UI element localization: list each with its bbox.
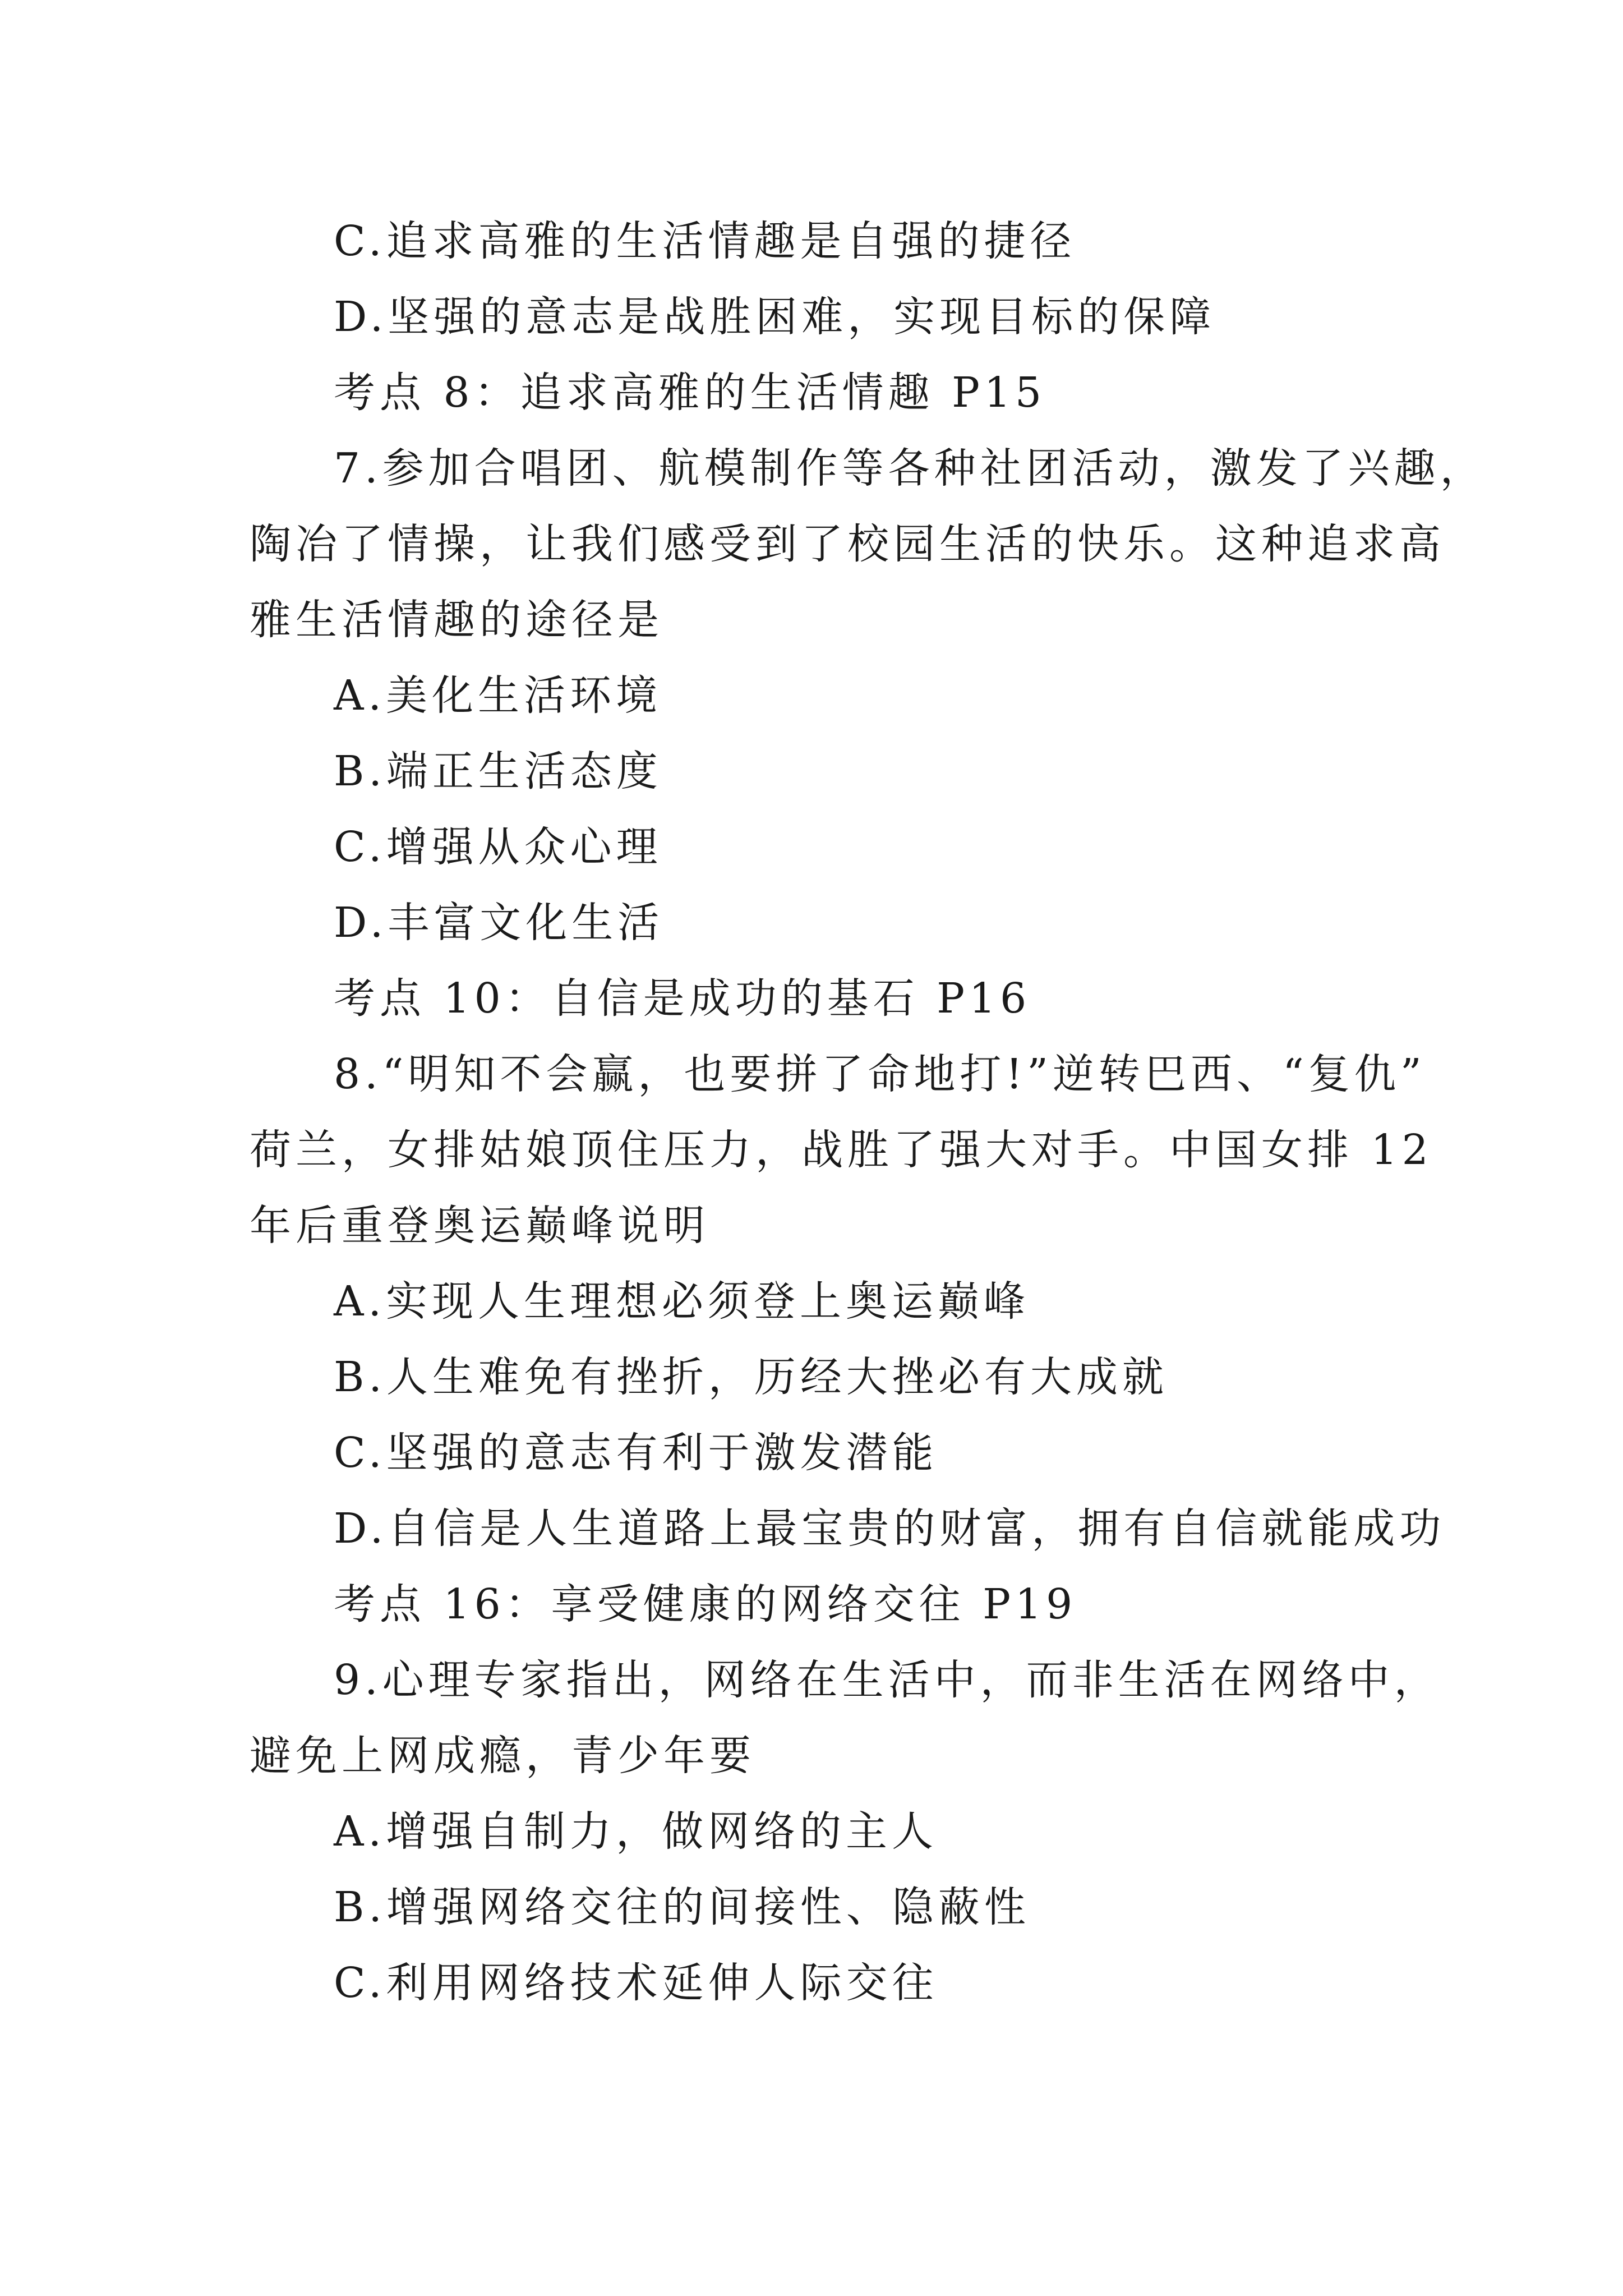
option-b-q7: B.端正生活态度 <box>334 747 662 795</box>
question-8-line-1: 8.“明知不会赢，也要拼了命地打!”逆转巴西、“复仇” <box>334 1050 1426 1098</box>
option-c-q9: C.利用网络技术延伸人际交往 <box>334 1959 938 2007</box>
question-9-line-2: 避免上网成瘾，青少年要 <box>250 1732 755 1780</box>
topic-heading-10: 考点 10：自信是成功的基石 P16 <box>334 974 1031 1023</box>
option-a-q9: A.增强自制力，做网络的主人 <box>334 1807 938 1856</box>
option-a-q8: A.实现人生理想必须登上奥运巅峰 <box>334 1277 1030 1326</box>
question-7-line-2: 陶冶了情操，让我们感受到了校园生活的快乐。这种追求高 <box>250 520 1445 568</box>
question-8-line-2: 荷兰，女排姑娘顶住压力，战胜了强大对手。中国女排 12 <box>250 1126 1433 1174</box>
option-c-q8: C.坚强的意志有利于激发潜能 <box>334 1429 938 1477</box>
option-c-q6: C.追求高雅的生活情趣是自强的捷径 <box>334 217 1076 265</box>
option-d-q8: D.自信是人生道路上最宝贵的财富，拥有自信就能成功 <box>334 1504 1446 1553</box>
question-9-line-1: 9.心理专家指出，网络在生活中，而非生活在网络中， <box>334 1656 1440 1704</box>
option-b-q8: B.人生难免有挫折，历经大挫必有大成就 <box>334 1353 1168 1401</box>
question-7-line-3: 雅生活情趣的途径是 <box>250 596 663 644</box>
question-8-line-3: 年后重登奥运巅峰说明 <box>250 1202 709 1250</box>
question-7-line-1: 7.参加合唱团、航模制作等各种社团活动，激发了兴趣， <box>334 444 1486 493</box>
option-c-q7: C.增强从众心理 <box>334 823 662 871</box>
topic-heading-8: 考点 8：追求高雅的生活情趣 P15 <box>334 369 1046 417</box>
option-d-q7: D.丰富文化生活 <box>334 899 664 947</box>
option-b-q9: B.增强网络交往的间接性、隐蔽性 <box>334 1883 1030 1931</box>
option-a-q7: A.美化生活环境 <box>334 671 662 720</box>
topic-heading-16: 考点 16：享受健康的网络交往 P19 <box>334 1580 1077 1628</box>
option-d-q6: D.坚强的意志是战胜困难，实现目标的保障 <box>334 293 1216 341</box>
